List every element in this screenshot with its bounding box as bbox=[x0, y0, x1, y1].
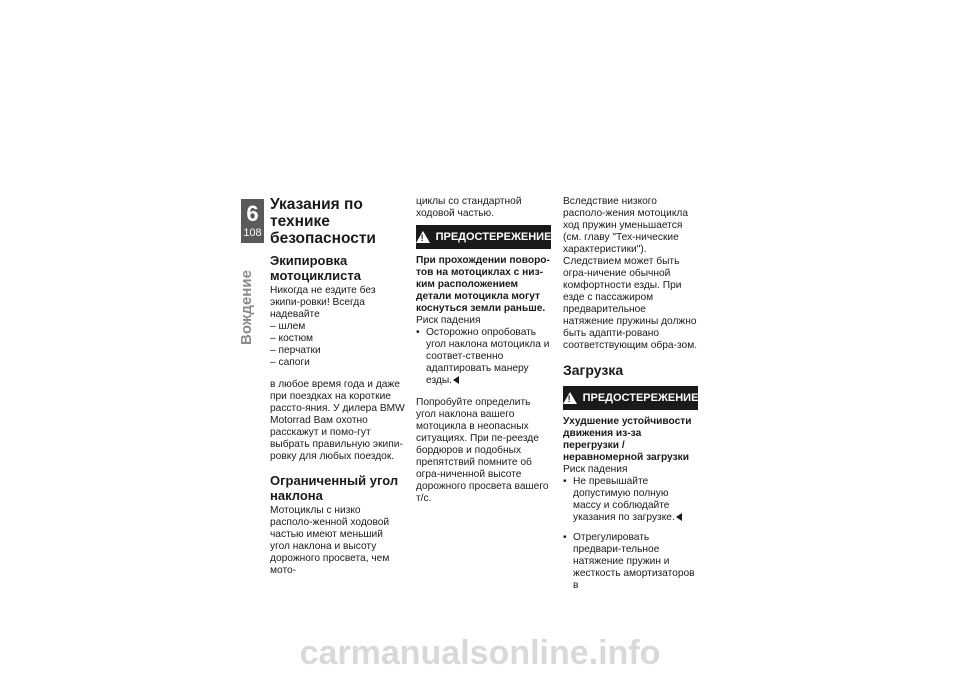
risk-text: Риск падения bbox=[416, 315, 481, 326]
warning-title: Ухудшение устойчивости движения из-за перегрузки / неравномерной загрузки bbox=[563, 416, 692, 463]
list-item: • Не превышайте допустимую полную массу и соблюдайте указания по загрузке. bbox=[563, 476, 698, 524]
equipment-text: в любое время года и даже при поездках на короткие рассто-яния. У дилера BMW Motorrad Вам охотно расскажут и помо-гут выбрать правильную экипи-ровку для любых поездок. bbox=[270, 379, 405, 462]
column-1 bbox=[270, 196, 405, 577]
warning-label: ПРЕДОСТЕРЕЖЕНИЕ bbox=[582, 392, 699, 404]
list-item: – шлем bbox=[270, 321, 405, 333]
list-item: – перчатки bbox=[270, 345, 405, 357]
equipment-list bbox=[270, 321, 405, 369]
warning-list bbox=[416, 327, 551, 387]
column-2 bbox=[416, 196, 551, 505]
continued-text: циклы со стандартной ходовой частью. bbox=[416, 196, 522, 219]
lean-angle-heading: Ограниченный угол наклона bbox=[270, 473, 399, 503]
loading-heading: Загрузка bbox=[563, 362, 624, 378]
page-title: Указания по технике безопасности bbox=[270, 196, 376, 247]
list-item: • Осторожно опробовать угол наклона мотоцикла и соответ-ственно адаптировать манеру езды. bbox=[416, 327, 551, 387]
list-item: • Отрегулировать предвари-тельное натяжение пружин и жесткость амортизаторов в bbox=[563, 532, 698, 592]
lean-angle-text: Мотоциклы с низко располо-женной ходовой частью имеют меньший угол наклона и высоту дорожного просвета, чем мото- bbox=[270, 505, 390, 576]
equipment-intro: Никогда не ездите без экипи-ровки! Всегда надевайте bbox=[270, 285, 376, 320]
risk-text: Риск падения bbox=[563, 464, 628, 475]
suspension-text: Вследствие низкого располо-жения мотоцикла ход пружин уменьшается (см. главу "Тех-нические характеристики"). Следствием может быть огра-ничение обычной комфортности езды. При езде с пассажиром предварительное натяжение пружины должно быть адапти-ровано соответствующим обра-зом. bbox=[563, 196, 698, 351]
warning-banner bbox=[416, 225, 551, 249]
equipment-heading: Экипировка мотоциклиста bbox=[270, 253, 361, 283]
list-item: – костюм bbox=[270, 333, 405, 345]
watermark: carmanualsonline.info bbox=[299, 634, 661, 672]
end-marker-icon bbox=[676, 513, 682, 521]
warning-triangle-icon: ! bbox=[416, 231, 430, 243]
list-item: – сапоги bbox=[270, 357, 405, 369]
chapter-side-title: Вождение bbox=[238, 270, 255, 345]
chapter-number: 6 bbox=[246, 201, 259, 226]
warning-triangle-icon: ! bbox=[563, 392, 577, 404]
warning-list bbox=[563, 476, 698, 592]
column-3 bbox=[563, 196, 698, 592]
warning-title: При прохождении поворо-тов на мотоциклах с низ-ким расположением детали мотоцикла могут коснуться земли раньше. bbox=[416, 255, 550, 314]
end-marker-icon bbox=[453, 376, 459, 384]
lean-angle-advice: Попробуйте определить угол наклона вашего мотоцикла в неопасных ситуациях. При пе-реезде бордюров и подобных препятствий помните об огра-ниченной высоте дорожного просвета вашего т/с. bbox=[416, 397, 549, 504]
warning-banner bbox=[563, 386, 698, 410]
page-number: 108 bbox=[243, 227, 262, 239]
warning-label: ПРЕДОСТЕРЕЖЕНИЕ bbox=[435, 231, 552, 243]
